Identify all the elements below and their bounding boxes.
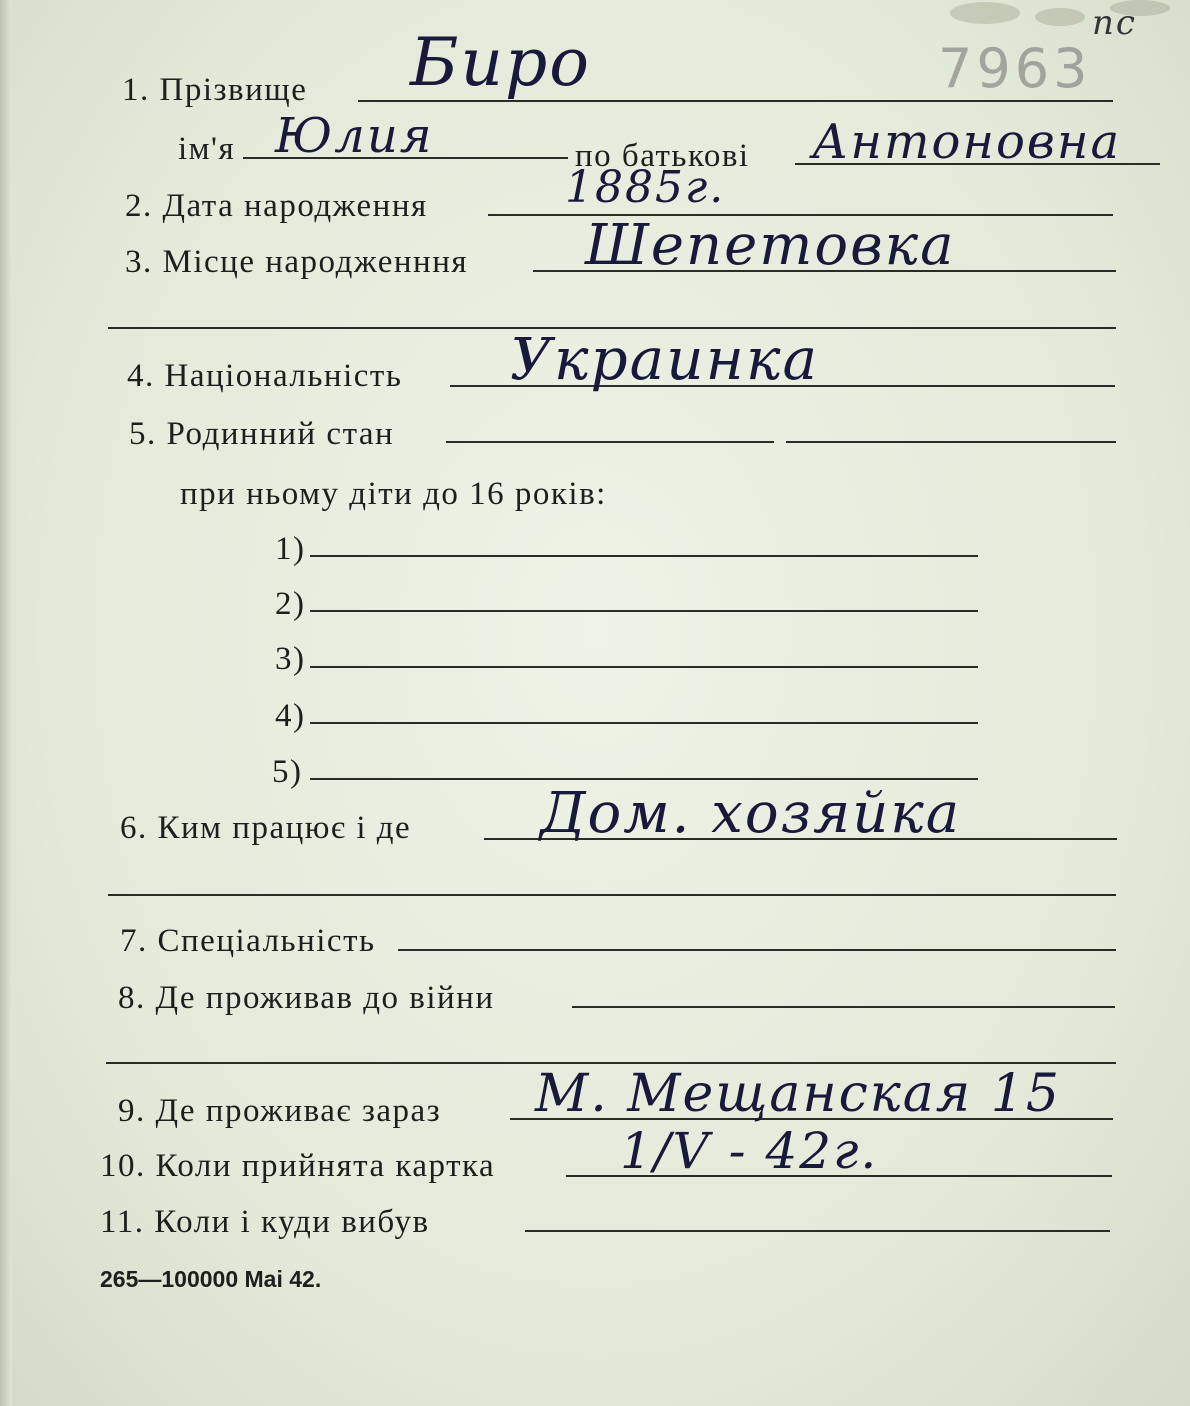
nationality-value: Украинка	[510, 325, 820, 393]
occupation-label: 6. Ким працює і де	[120, 810, 412, 846]
first-name-value: Юлия	[275, 108, 434, 164]
birth-place-value: Шепетовка	[585, 213, 956, 278]
children-label: при ньому діти до 16 років:	[180, 476, 607, 512]
stain	[950, 2, 1020, 24]
specialty-line	[398, 949, 1116, 951]
marital-status-line-1	[446, 441, 774, 443]
stain	[1035, 8, 1085, 26]
birth-date-label: 2. Дата народження	[125, 188, 428, 224]
patronymic-label: по батькові	[575, 138, 750, 174]
occupation-line-2	[108, 894, 1116, 896]
surname-label: 1. Прізвище	[122, 72, 308, 108]
prewar-residence-line	[572, 1006, 1115, 1008]
child-number: 5)	[272, 754, 303, 790]
marital-status-line-2	[786, 441, 1116, 443]
child-number: 4)	[275, 698, 306, 734]
prewar-residence-label: 8. Де проживав до війни	[118, 980, 495, 1016]
archive-number: 7963	[938, 37, 1092, 100]
card-edge	[0, 0, 12, 1406]
current-residence-label: 9. Де проживає зараз	[118, 1093, 442, 1129]
card-accepted-label: 10. Коли прийнята картка	[100, 1148, 496, 1184]
child-line	[310, 555, 978, 557]
card-accepted-value: 1/V - 42г.	[620, 1122, 879, 1180]
departure-line	[525, 1230, 1110, 1232]
marital-status-label: 5. Родинний стан	[129, 416, 395, 452]
child-line	[310, 666, 978, 668]
occupation-value: Дом. хозяйка	[540, 781, 962, 846]
child-number: 3)	[275, 641, 306, 677]
specialty-label: 7. Спеціальність	[120, 923, 376, 959]
birth-place-label: 3. Місце народженння	[125, 244, 469, 280]
child-line	[310, 722, 978, 724]
first-name-label: ім'я	[178, 131, 236, 167]
birth-date-value: 1885г.	[565, 162, 726, 213]
corner-mark: пс	[1092, 3, 1137, 43]
print-code: 265—100000 Mai 42.	[100, 1266, 322, 1292]
current-residence-value: М. Мещанская 15	[535, 1064, 1061, 1124]
child-line	[310, 610, 978, 612]
nationality-label: 4. Національність	[127, 358, 403, 394]
departure-label: 11. Коли і куди вибув	[100, 1204, 430, 1240]
child-number: 2)	[275, 586, 306, 622]
patronymic-value: Антоновна	[812, 114, 1122, 170]
child-number: 1)	[275, 531, 306, 567]
surname-value: Биро	[410, 24, 591, 101]
child-line	[310, 778, 978, 780]
